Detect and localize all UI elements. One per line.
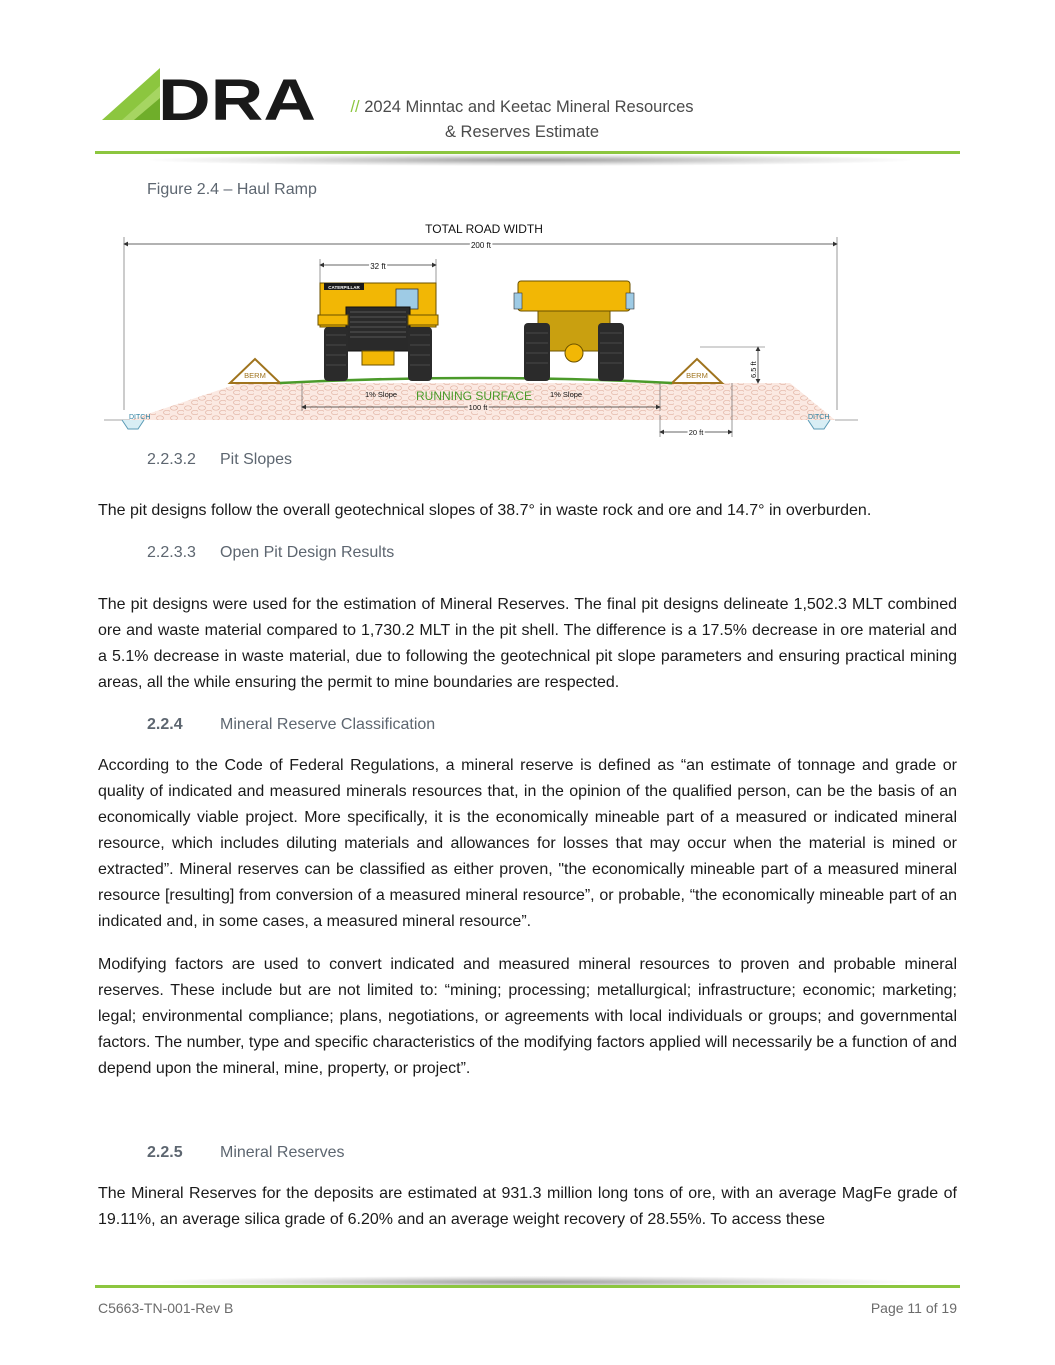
berm-right-label: BERM (686, 371, 708, 380)
truck-brand-label: CATERPILLAR (328, 285, 360, 290)
document-title (330, 95, 714, 145)
haul-ramp-diagram (100, 215, 865, 445)
berm-width-value: 20 ft (688, 428, 704, 437)
running-surface-label: RUNNING SURFACE (416, 389, 533, 403)
paragraph-mineral-reserves: The Mineral Reserves for the deposits are estimated at 931.3 million long tons of ore, with an average MagFe grade of 19.11%, an average silica grade of 6.20% and an average weight recovery of 28.55%. To access these (98, 1185, 957, 1228)
running-width-value: 100 ft (468, 403, 488, 412)
header-rule-shadow (150, 154, 910, 166)
heading-pit-slopes (147, 451, 292, 469)
haul-truck-front (318, 283, 438, 381)
heading-open-pit-design (147, 544, 394, 562)
berm-height-value: 6.5 ft (749, 361, 758, 378)
paragraph-classification-2: Modifying factors are used to convert indicated and measured mineral resources to proven and probable mineral reserves. These include but are not limited to: “mining; processing; metallurgical; infrastructure; economic; marketing; legal; environmental compliance; plans, negotiations, or agreements with local individuals or groups; and governmental factors. The number, type and specific characteristics of the modifying factors applied will necessarily be a function of and depend upon the mineral, mine, property, or project”. (98, 956, 957, 1077)
heading-title: Mineral Reserves (220, 1144, 345, 1161)
heading-reserve-classification (147, 716, 435, 734)
heading-number: 2.2.4 (147, 716, 183, 733)
document-id: C5663-TN-001-Rev B (98, 1300, 234, 1316)
ditch-left-label: DITCH (129, 414, 151, 421)
heading-title: Open Pit Design Results (220, 544, 395, 561)
total-road-width-label: TOTAL ROAD WIDTH (425, 222, 543, 236)
ditch-right-label: DITCH (808, 414, 830, 421)
heading-title: Mineral Reserve Classification (220, 716, 436, 733)
paragraph-pit-slopes: The pit designs follow the overall geotechnical slopes of 38.7° in waste rock and ore and 14.7° in overburden. (98, 502, 872, 519)
figure-caption: Figure 2.4 – Haul Ramp (147, 181, 317, 198)
heading-title: Pit Slopes (220, 451, 293, 468)
haul-truck-rear (514, 281, 634, 381)
title-line-2: & Reserves Estimate (444, 123, 600, 141)
paragraph-open-pit-design: The pit designs were used for the estimation of Mineral Reserves. The final pit designs delineate 1,502.3 MLT combined ore and waste material compared to 1,730.2 MLT in the pit shell. The difference is a 17.5% decrease in ore material and a 5.1% decrease in waste material, due to following the geotechnical pit slope parameters and ensuring practical mining areas, all the while ensuring the permit to mine boundaries are respected. (98, 596, 957, 691)
berm-left-label: BERM (244, 371, 266, 380)
ditch-right-shape (808, 420, 830, 429)
page-number: Page 11 of 19 (870, 1300, 957, 1316)
haul-ramp-figure (100, 215, 865, 445)
title-slashes: // (350, 98, 360, 116)
svg-text:DRA: DRA (158, 68, 316, 124)
title-line-1: 2024 Minntac and Keetac Mineral Resources (364, 98, 694, 116)
slope-right-label: 1% Slope (550, 390, 583, 399)
truck-width-value: 32 ft (370, 262, 386, 271)
heading-number: 2.2.5 (147, 1144, 183, 1161)
paragraph-classification-1: According to the Code of Federal Regulations, a mineral reserve is defined as “an estimate of tonnage and grade or quality of indicated and measured minerals resources that, in the opinion of the qualified person, can be the basis of an economically viable project. More specifically, it is the economically mineable part of a measured or indicated mineral resource, which includes diluting materials and allowances for losses that may occur when the material is mined or extracted”. Mineral reserves can be classified as either proven, "the economically mineable part of a measured mineral resource [resulting] from conversion of a measured mineral resource”, or probable, “the economically mineable part of an indicated and, in some cases, a measured mineral resource”. (98, 757, 957, 930)
heading-number: 2.2.3.2 (147, 451, 196, 468)
footer-rule (95, 1285, 960, 1288)
total-width-value: 200 ft (470, 241, 492, 250)
slope-left-label: 1% Slope (365, 390, 398, 399)
heading-number: 2.2.3.3 (147, 544, 196, 561)
ditch-left-shape (122, 420, 144, 429)
heading-mineral-reserves (147, 1144, 344, 1162)
dra-logo (100, 66, 318, 124)
